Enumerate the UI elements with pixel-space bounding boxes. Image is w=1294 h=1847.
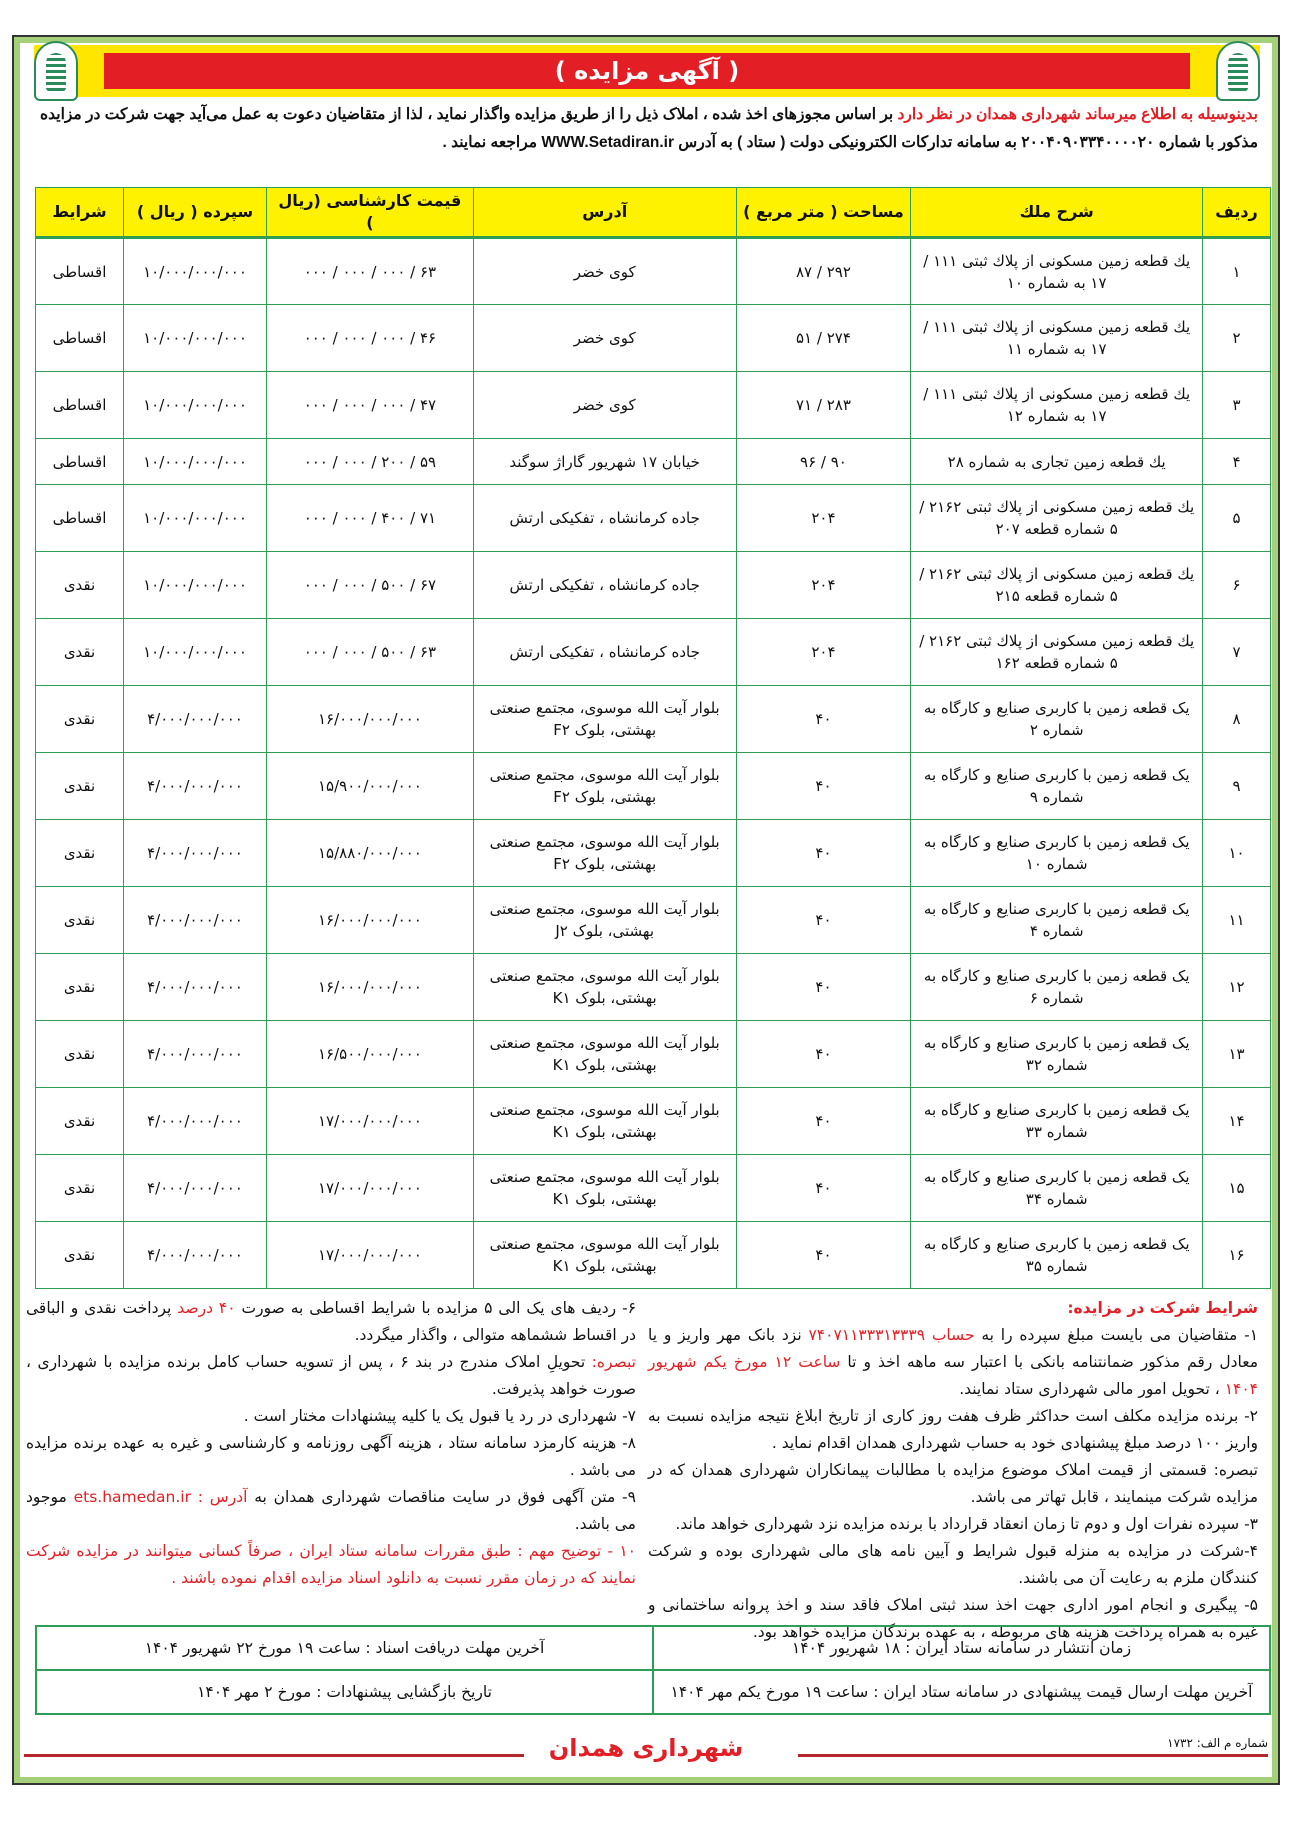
column-header: آدرس xyxy=(473,188,736,238)
table-cell: یک قطعه زمین با کاربری صنایع و کارگاه به شماره ۲ xyxy=(911,686,1203,753)
table-cell: نقدی xyxy=(36,954,124,1021)
table-cell: ۱۰/۰۰۰/۰۰۰/۰۰۰ xyxy=(124,372,267,439)
table-row xyxy=(36,619,1271,686)
table-cell: ۴/۰۰۰/۰۰۰/۰۰۰ xyxy=(124,686,267,753)
text-span: ۹- متن آگهی فوق در سایت مناقصات شهرداری همدان به xyxy=(247,1488,636,1506)
condition-7: ۷- شهرداری در رد یا قبول یک یا کلیه پیشنهادات مختار است . xyxy=(243,1407,636,1425)
page-title: ( آگهی مزایده ) xyxy=(554,57,740,85)
table-cell: ۱۶/۰۰۰/۰۰۰/۰۰۰ xyxy=(266,887,473,954)
table-cell: ۱۵ xyxy=(1203,1155,1271,1222)
table-cell: ۴/۰۰۰/۰۰۰/۰۰۰ xyxy=(124,954,267,1021)
text-span: تحویلِ املاک مندرج در بند ۶ ، پس از تسویه حساب کامل برنده مزایده با شهرداری ، صورت خواهد پذیرفت. xyxy=(26,1353,636,1398)
docs-deadline: آخرین مهلت دریافت اسناد : ساعت ۱۹ مورخ ۲۲ شهریور ۱۴۰۴ xyxy=(36,1626,653,1670)
table-cell: یک قطعه زمین با کاربری صنایع و کارگاه به شماره ۳۲ xyxy=(911,1021,1203,1088)
table-cell: ۱۱ xyxy=(1203,887,1271,954)
publish-date: زمان انتشار در سامانه ستاد ایران : ۱۸ شهریور ۱۴۰۴ xyxy=(653,1626,1270,1670)
table-cell: اقساطی xyxy=(36,485,124,552)
intro-highlight: بدینوسیله به اطلاع میرساند شهرداری همدان در نظر دارد xyxy=(897,106,1258,123)
condition-6-note xyxy=(26,1349,636,1403)
table-cell: يك قطعه زمین مسكونی از پلاك ثبتی ۱۱۱ / ۱۷ به شماره ۱۱ xyxy=(911,305,1203,372)
table-row xyxy=(36,887,1271,954)
table-cell: ۱۷/۰۰۰/۰۰۰/۰۰۰ xyxy=(266,1155,473,1222)
table-cell: یک قطعه زمین با کاربری صنایع و کارگاه به شماره ۴ xyxy=(911,887,1203,954)
text-span: پرداخت نقدی و الباقی در اقساط ششماهه متوالی ، واگذار میگردد. xyxy=(26,1299,636,1344)
municipality-logo-icon xyxy=(1216,41,1260,101)
table-cell: یک قطعه زمین با کاربری صنایع و کارگاه به شماره ۱۰ xyxy=(911,820,1203,887)
table-body xyxy=(36,238,1271,1289)
condition-2: ۲- برنده مزایده مکلف است حداکثر ظرف هفت روز کاری از تاریخ ابلاغ نتیجه مزایده نسبت به واریز ۱۰۰ درصد مبلغ پیشنهادی خود به حساب شهرداری همدان اقدام نماید . xyxy=(648,1407,1258,1452)
table-cell: ۱۷/۰۰۰/۰۰۰/۰۰۰ xyxy=(266,1088,473,1155)
table-cell: ۲۸۳ / ۷۱ xyxy=(736,372,911,439)
table-cell: ۱۷/۰۰۰/۰۰۰/۰۰۰ xyxy=(266,1222,473,1289)
table-cell: ۶۳ / ۵۰۰ / ۰۰۰ / ۰۰۰ xyxy=(266,619,473,686)
column-header: مساحت ( متر مربع ) xyxy=(736,188,911,238)
table-cell: كوی خضر xyxy=(473,305,736,372)
table-cell: ۴/۰۰۰/۰۰۰/۰۰۰ xyxy=(124,1021,267,1088)
text-span: موجود می باشد. xyxy=(26,1488,636,1533)
table-cell: ۲۰۴ xyxy=(736,552,911,619)
table-cell: ۴/۰۰۰/۰۰۰/۰۰۰ xyxy=(124,1222,267,1289)
table-cell: یک قطعه زمین با کاربری صنایع و کارگاه به شماره ۹ xyxy=(911,753,1203,820)
table-cell: بلوار آیت الله موسوی، مجتمع صنعتی بهشتی، بلوک F۲ xyxy=(473,820,736,887)
auction-table xyxy=(35,187,1271,1289)
column-header: ردیف xyxy=(1203,188,1271,238)
table-cell: ۵ xyxy=(1203,485,1271,552)
table-cell: كوی خضر xyxy=(473,238,736,305)
table-cell: ۴۰ xyxy=(736,686,911,753)
table-cell: ۴/۰۰۰/۰۰۰/۰۰۰ xyxy=(124,1155,267,1222)
table-cell: ۶۷ / ۵۰۰ / ۰۰۰ / ۰۰۰ xyxy=(266,552,473,619)
table-cell: ۴ xyxy=(1203,439,1271,485)
table-cell: ۹ xyxy=(1203,753,1271,820)
table-cell: ۴۰ xyxy=(736,820,911,887)
table-row xyxy=(36,1088,1271,1155)
table-row xyxy=(36,753,1271,820)
conditions-left-column xyxy=(26,1295,636,1592)
table-cell: ۱۰ xyxy=(1203,820,1271,887)
table-cell: ۹۰ / ۹۶ xyxy=(736,439,911,485)
table-cell: جاده كرمانشاه ، تفكیكی ارتش xyxy=(473,552,736,619)
footer xyxy=(24,1732,1268,1772)
table-cell: ۴۰ xyxy=(736,753,911,820)
table-cell: يك قطعه زمین مسكونی از پلاك ثبتی ۲۱۶۲ / ۵ شماره قطعه ۲۰۷ xyxy=(911,485,1203,552)
title-band xyxy=(34,45,1260,97)
table-cell: بلوار آیت الله موسوی، مجتمع صنعتی بهشتی، بلوک F۲ xyxy=(473,686,736,753)
table-cell: يك قطعه زمین مسكونی از پلاك ثبتی ۱۱۱ / ۱۷ به شماره ۱۲ xyxy=(911,372,1203,439)
table-cell: ۴۰ xyxy=(736,1021,911,1088)
intro-body: بر اساس مجوزهای اخذ شده ، املاک ذیل را از طریق مزایده واگذار نماید ، لذا از متقاضیان دعوت به عمل می‌آید جهت شرکت در مزایده مذکور با شماره ۲۰۰۴۰۹۰۳۳۴۰۰۰۰۲۰ به سامانه تدارکات الکترونیکی دولت ( ستاد ) به آدرس WWW.Setadiran.ir مراجعه نمایند . xyxy=(40,106,1258,151)
table-cell: ۶۳ / ۰۰۰ / ۰۰۰ / ۰۰۰ xyxy=(266,238,473,305)
table-cell: ۱۰/۰۰۰/۰۰۰/۰۰۰ xyxy=(124,305,267,372)
column-header: شرایط xyxy=(36,188,124,238)
table-cell: ۴۰ xyxy=(736,954,911,1021)
table-cell: ۴/۰۰۰/۰۰۰/۰۰۰ xyxy=(124,1088,267,1155)
table-cell: ۵۹ / ۲۰۰ / ۰۰۰ / ۰۰۰ xyxy=(266,439,473,485)
table-cell: بلوار آیت الله موسوی، مجتمع صنعتی بهشتی، بلوک K۱ xyxy=(473,954,736,1021)
table-cell: ۱ xyxy=(1203,238,1271,305)
table-cell: ۲ xyxy=(1203,305,1271,372)
table-row xyxy=(36,1155,1271,1222)
condition-3: ۳- سپرده نفرات اول و دوم تا زمان انعقاد قرارداد با برنده مزایده نزد شهرداری خواهد ماند. xyxy=(675,1515,1258,1533)
intro-text xyxy=(34,101,1258,157)
table-cell: ۴۰ xyxy=(736,887,911,954)
table-cell: ۱۳ xyxy=(1203,1021,1271,1088)
dates-row xyxy=(36,1670,1270,1714)
table-cell: اقساطی xyxy=(36,238,124,305)
conditions-right-column xyxy=(648,1295,1259,1641)
opening-date: تاریخ بازگشایی پیشنهادات : مورخ ۲ مهر ۱۴۰۴ xyxy=(36,1670,653,1714)
text-span: ۱- متقاضیان می بایست مبلغ سپرده را به xyxy=(974,1326,1259,1344)
table-cell: ۱۰/۰۰۰/۰۰۰/۰۰۰ xyxy=(124,238,267,305)
table-cell: ۴۶ / ۰۰۰ / ۰۰۰ / ۰۰۰ xyxy=(266,305,473,372)
table-cell: ۴۷ / ۰۰۰ / ۰۰۰ / ۰۰۰ xyxy=(266,372,473,439)
table-cell: نقدی xyxy=(36,753,124,820)
condition-4: ۴-شرکت در مزایده به منزله قبول شرایط و آیین نامه های مالی شهرداری بوده و شرکت کنندگان ملزم به رعایت آن می باشند. xyxy=(648,1542,1258,1587)
table-cell: ۱۶/۰۰۰/۰۰۰/۰۰۰ xyxy=(266,954,473,1021)
condition-10: ۱۰ - توضیح مهم : طبق مقررات سامانه ستاد ایران ، صرفاً کسانی میتوانند در مزایده شرکت نمایند که در زمان مقرر نسبت به دانلود اسناد مزایده اقدام نموده باشند . xyxy=(26,1542,636,1587)
table-cell: یک قطعه زمین با کاربری صنایع و کارگاه به شماره ۳۳ xyxy=(911,1088,1203,1155)
table-cell: ۱۲ xyxy=(1203,954,1271,1021)
table-row xyxy=(36,238,1271,305)
text-span: ۶- ردیف های یک الی ۵ مزایده با شرایط اقساطی به صورت xyxy=(235,1299,637,1317)
table-row xyxy=(36,1222,1271,1289)
table-cell: ۸ xyxy=(1203,686,1271,753)
table-row xyxy=(36,954,1271,1021)
table-cell: ۴۰ xyxy=(736,1088,911,1155)
table-cell: بلوار آیت الله موسوی، مجتمع صنعتی بهشتی، بلوک K۱ xyxy=(473,1155,736,1222)
table-cell: اقساطی xyxy=(36,305,124,372)
table-cell: نقدی xyxy=(36,686,124,753)
table-cell: ۲۰۴ xyxy=(736,619,911,686)
table-cell: ۱۶/۵۰۰/۰۰۰/۰۰۰ xyxy=(266,1021,473,1088)
text-span: ۴۰ درصد xyxy=(177,1299,236,1317)
table-cell: ۱۰/۰۰۰/۰۰۰/۰۰۰ xyxy=(124,552,267,619)
table-cell: ۷ xyxy=(1203,619,1271,686)
condition-1 xyxy=(648,1322,1258,1403)
table-cell: ۴۰ xyxy=(736,1222,911,1289)
advertisement-frame xyxy=(12,35,1280,1785)
footer-municipality-name: شهرداری همدان xyxy=(548,1734,744,1762)
table-cell: بلوار آیت الله موسوی، مجتمع صنعتی بهشتی، بلوک K۱ xyxy=(473,1088,736,1155)
table-cell: نقدی xyxy=(36,820,124,887)
table-cell: ۶ xyxy=(1203,552,1271,619)
dates-table xyxy=(35,1625,1271,1715)
table-cell: خیابان ۱۷ شهریور گاراژ سوگند xyxy=(473,439,736,485)
table-cell: ۱۵/۸۸۰/۰۰۰/۰۰۰ xyxy=(266,820,473,887)
text-span: تبصره: xyxy=(591,1353,636,1371)
condition-5: ۵- پیگیری و انجام امور اداری جهت اخذ سند ثبتی املاک فاقد سند و اخذ پروانه ساختمانی و غیره به همراه پرداخت هزینه های مربوطه ، به عهده برندگان مزایده خواهد بود. xyxy=(648,1596,1258,1641)
table-cell: نقدی xyxy=(36,619,124,686)
table-row xyxy=(36,439,1271,485)
table-cell: اقساطی xyxy=(36,372,124,439)
table-cell: بلوار آیت الله موسوی، مجتمع صنعتی بهشتی، بلوک F۲ xyxy=(473,753,736,820)
table-cell: ۲۰۴ xyxy=(736,485,911,552)
table-cell: ۱۰/۰۰۰/۰۰۰/۰۰۰ xyxy=(124,619,267,686)
table-row xyxy=(36,820,1271,887)
table-cell: نقدی xyxy=(36,1155,124,1222)
table-cell: نقدی xyxy=(36,887,124,954)
table-cell: ۷۱ / ۴۰۰ / ۰۰۰ / ۰۰۰ xyxy=(266,485,473,552)
table-cell: بلوار آیت الله موسوی، مجتمع صنعتی بهشتی، بلوک J۲ xyxy=(473,887,736,954)
table-cell: نقدی xyxy=(36,1021,124,1088)
table-cell: ۱۰/۰۰۰/۰۰۰/۰۰۰ xyxy=(124,439,267,485)
table-header-row xyxy=(36,188,1271,238)
table-cell: ۴۰ xyxy=(736,1155,911,1222)
column-header: سپرده ( ریال ) xyxy=(124,188,267,238)
dates-row xyxy=(36,1626,1270,1670)
text-span: حساب ۷۴۰۷۱۱۳۳۳۱۳۳۳۹ xyxy=(808,1326,975,1344)
table-cell: ۳ xyxy=(1203,372,1271,439)
text-span: نزد بانک مهر واریز و یا معادل رقم مذکور ضمانتنامه بانکی با اعتبار سه ماهه اخذ و تا xyxy=(648,1326,1259,1371)
table-cell: ۱۶ xyxy=(1203,1222,1271,1289)
table-cell: ۱۶/۰۰۰/۰۰۰/۰۰۰ xyxy=(266,686,473,753)
column-header: شرح ملك xyxy=(911,188,1203,238)
table-cell: نقدی xyxy=(36,552,124,619)
bid-deadline: آخرین مهلت ارسال قیمت پیشنهادی در سامانه ستاد ایران : ساعت ۱۹ مورخ یکم مهر ۱۴۰۴ xyxy=(653,1670,1270,1714)
table-cell: ۱۰/۰۰۰/۰۰۰/۰۰۰ xyxy=(124,485,267,552)
table-row xyxy=(36,372,1271,439)
condition-2-note: تبصره: قسمتی از قیمت املاک موضوع مزایده با مطالبات پیمانکاران شهرداری همدان که در مزایده شرکت مینمایند ، قابل تهاتر می باشد. xyxy=(648,1461,1258,1506)
table-cell: يك قطعه زمین مسكونی از پلاك ثبتی ۱۱۱ / ۱۷ به شماره ۱۰ xyxy=(911,238,1203,305)
table-cell: ۴/۰۰۰/۰۰۰/۰۰۰ xyxy=(124,820,267,887)
table-cell: ۲۷۴ / ۵۱ xyxy=(736,305,911,372)
table-cell: یک قطعه زمین با کاربری صنایع و کارگاه به شماره ۳۴ xyxy=(911,1155,1203,1222)
text-span: ، تحویل امور مالی شهرداری ستاد نمایند. xyxy=(959,1380,1225,1398)
table-cell: ۴/۰۰۰/۰۰۰/۰۰۰ xyxy=(124,887,267,954)
table-cell: ۱۴ xyxy=(1203,1088,1271,1155)
table-cell: ۲۹۲ / ۸۷ xyxy=(736,238,911,305)
table-cell: جاده كرمانشاه ، تفكیكی ارتش xyxy=(473,485,736,552)
table-cell: جاده كرمانشاه ، تفكیكی ارتش xyxy=(473,619,736,686)
table-cell: نقدی xyxy=(36,1222,124,1289)
table-cell: بلوار آیت الله موسوی، مجتمع صنعتی بهشتی، بلوک K۱ xyxy=(473,1222,736,1289)
condition-9 xyxy=(26,1484,636,1538)
table-cell: اقساطی xyxy=(36,439,124,485)
table-row xyxy=(36,1021,1271,1088)
table-cell: یک قطعه زمین با کاربری صنایع و کارگاه به شماره ۶ xyxy=(911,954,1203,1021)
table-cell: يك قطعه زمین مسكونی از پلاك ثبتی ۲۱۶۲ / ۵ شماره قطعه ۲۱۵ xyxy=(911,552,1203,619)
table-row xyxy=(36,686,1271,753)
table-cell: يك قطعه زمین مسكونی از پلاك ثبتی ۲۱۶۲ / ۵ شماره قطعه ۱۶۲ xyxy=(911,619,1203,686)
table-row xyxy=(36,305,1271,372)
table-cell: بلوار آیت الله موسوی، مجتمع صنعتی بهشتی، بلوک K۱ xyxy=(473,1021,736,1088)
table-cell: كوی خضر xyxy=(473,372,736,439)
table-cell: ۴/۰۰۰/۰۰۰/۰۰۰ xyxy=(124,753,267,820)
column-header: قیمت كارشناسی (ریال ) xyxy=(266,188,473,238)
table-cell: ۱۵/۹۰۰/۰۰۰/۰۰۰ xyxy=(266,753,473,820)
text-span: ساعت ۱۲ مورخ یکم شهریور ۱۴۰۴ xyxy=(648,1353,1258,1398)
text-span: آدرس : ets.hamedan.ir xyxy=(73,1488,248,1506)
table-cell: يك قطعه زمین تجاری به شماره ۲۸ xyxy=(911,439,1203,485)
table-row xyxy=(36,552,1271,619)
table-row xyxy=(36,485,1271,552)
title-red-bar xyxy=(104,53,1190,89)
table-cell: نقدی xyxy=(36,1088,124,1155)
ad-number: شماره م الف: ۱۷۳۲ xyxy=(1167,1736,1268,1750)
condition-8: ۸- هزینه کارمزد سامانه ستاد ، هزینه آگهی روزنامه و کارشناسی و غیره به عهده برنده مزایده می باشد . xyxy=(26,1434,636,1479)
municipality-logo-icon xyxy=(34,41,78,101)
conditions-title: شرایط شرکت در مزایده: xyxy=(1067,1299,1258,1317)
condition-6 xyxy=(26,1295,636,1349)
table-cell: یک قطعه زمین با کاربری صنایع و کارگاه به شماره ۳۵ xyxy=(911,1222,1203,1289)
